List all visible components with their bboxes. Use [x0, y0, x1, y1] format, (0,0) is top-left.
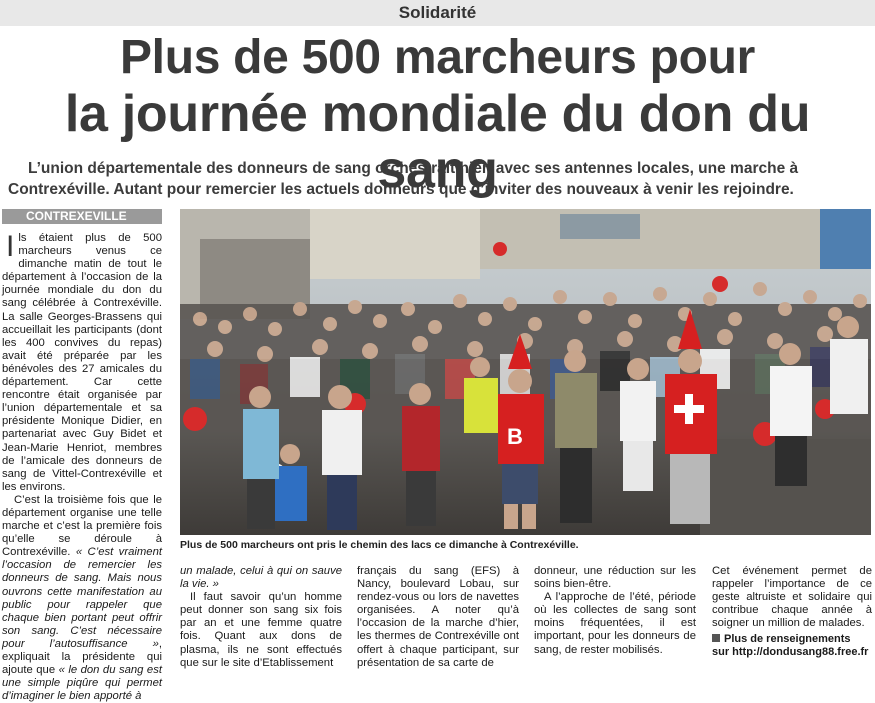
standfirst: L’union départementale des donneurs de sang orchestrait hier, avec ses antennes locales, une marche à Contrexéville. Autant pour remercier les actuels donneurs que d’inviter des nouveaux à venir les rejoindre. [8, 160, 799, 198]
drop-cap: I [6, 230, 15, 263]
photo-marchers [180, 209, 871, 535]
quote-president: « C’est vraiment l’occasion de remercier les donneurs de sang. Mais nous ouvrons cette manifestation au public pour rappeler que chaque bien portant peut offrir son sang. C’est nécessaire pour l’autosuffisance » [2, 546, 162, 650]
quote-ending: un malade, celui à qui on sauve la vie. » [180, 565, 342, 591]
info-label: Plus de renseignements [724, 633, 851, 646]
paragraph-donation-frequency: Il faut savoir qu’un homme peut donner son sang six fois par an et une femme quatre fois. Quant aux dons de plasma, ils ne sont effectués que sur le site d’Etablissement [180, 591, 342, 669]
paragraph-importance: Cet événement permet de rappeler l’importance de ce geste altruiste et solidaire qui contribue chaque année à soigner un million de malades. [712, 565, 872, 630]
info-url: sur http://dondusang88.free.fr [712, 645, 869, 658]
paragraph-intro-text: ls étaient plus de 500 marcheurs venus ce dimanche matin de tout le département à l’occasion de la journée mondiale du don du sang célébrée à Contrexéville. La salle Georges-Brassens qui accueillait les participants (dont les 400 convives du repas) avait été préparée par les bénévoles des 27 amicales du département. Car cette rencontre était organisée par l’union départementale et sa présidente Monique Didier, en partenariat avec Guy Bidet et Jean-Marie Henriot, membres de l’amicale des donneurs de sang de Vittel-Contrexéville et les environs. [2, 232, 162, 493]
article-column-4 [534, 565, 696, 657]
paragraph-2-connector: , expliquait la présidente qui ajoute que [2, 637, 162, 677]
paragraph-2 [2, 494, 162, 703]
paragraph-intro [2, 232, 162, 494]
svg-text:B: B [507, 424, 523, 449]
paragraph-summer: A l’approche de l’été, période où les collectes de sang sont moins fréquentées, il est important, pour les donneurs de sang, de rester mobilisés. [534, 591, 696, 656]
article-column-5 [712, 565, 872, 657]
crowd-photo-illustration [180, 209, 871, 535]
paragraph-2-text: C’est la troisième fois que le département organise une telle marche et c’est la première fois qu’elle se déroule à Contrexéville. [2, 493, 162, 559]
article-column-2 [180, 565, 342, 669]
paragraph-efs: français du sang (EFS) à Nancy, boulevard Lobau, sur rendez-vous ou lors de navettes organisées. A noter qu’à l’occasion de la marche d’hier, les thermes de Contrexéville ont offert à chaque participant, sur présentation de sa carte de [357, 565, 519, 669]
section-rubric: Solidarité [0, 0, 875, 26]
article-column-3 [357, 565, 519, 669]
location-label: CONTREXEVILLE [2, 209, 162, 224]
bullet-square-icon [712, 634, 720, 642]
info-box [712, 633, 872, 658]
photo-caption: Plus de 500 marcheurs ont pris le chemin des lacs ce dimanche à Contrexéville. [180, 539, 579, 551]
article-column-1 [2, 230, 163, 703]
quote-president-2: « le don du sang est une simple piqûre qui permet d’imaginer le bien apporté à [2, 664, 163, 703]
headline-line2: la journée mondiale du don du sang [64, 85, 811, 199]
paragraph-reduction: donneur, une réduction sur les soins bien-être. [534, 565, 696, 591]
headline-line1: Plus de 500 marcheurs pour [119, 31, 756, 84]
